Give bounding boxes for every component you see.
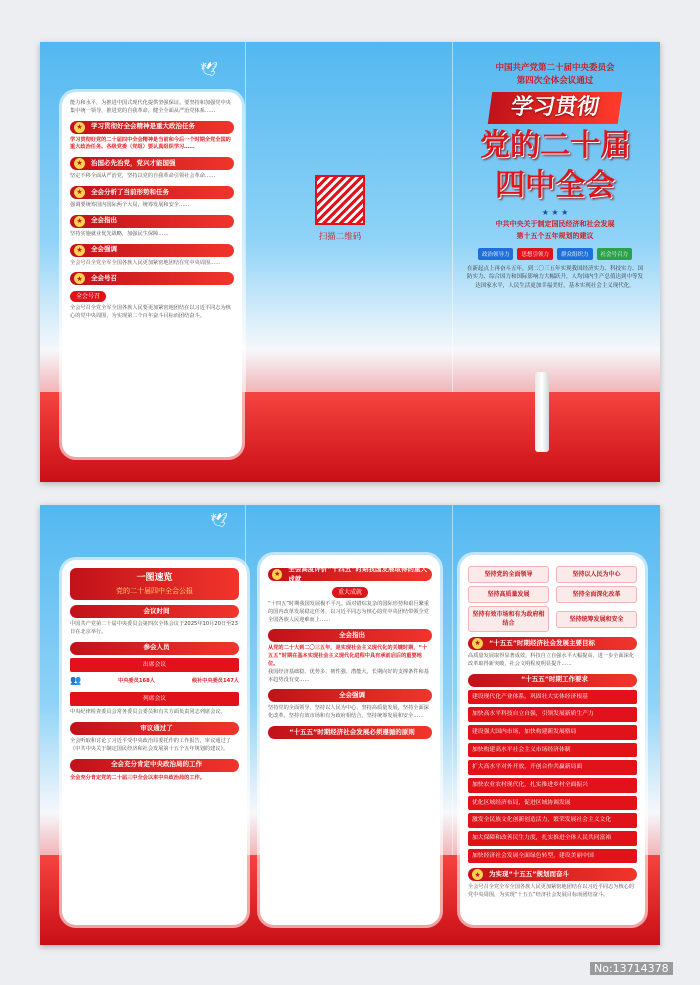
section-heading: ★ 学习贯彻好全会精神是重大政治任务: [70, 121, 234, 134]
attend-label: 出席会议: [70, 658, 239, 673]
call-label: 全会号召: [70, 291, 106, 302]
section-heading: ★ 全会强调: [70, 244, 234, 257]
section-text: 学习贯彻好党的二十届四中全会精神是当前和今后一个时期全党全国的重大政治任务。各级党委（党组）要认真组织学习……: [70, 136, 231, 151]
principle-box: 坚持高质量发展: [468, 586, 549, 603]
members-count: 中央委员168人: [118, 678, 155, 685]
star-emblem-icon: ★: [472, 869, 483, 880]
tag: 思想引领力: [517, 248, 553, 260]
observe-label: 列席会议: [70, 692, 239, 707]
requirement-item: 建设强大国内市场，加快构建新发展格局: [468, 725, 637, 740]
section-heading: “十五五”时期工作要求: [468, 674, 637, 687]
cover-doc-title: 中共中央关于制定国民经济和社会发展: [495, 219, 615, 228]
section-heading: 会议时间: [70, 605, 239, 618]
brochure-inside: [40, 505, 660, 945]
section-text: 强调要统筹国内国际两个大局，统筹发展和安全……: [70, 201, 190, 208]
qr-code-icon: [315, 175, 365, 225]
affirm-text: 全会充分肯定党的二十届三中全会以来中央政治局的工作。: [70, 774, 205, 781]
goal-text: 高质量发展取得显著成效，科技自立自强水平大幅提高，进一步全面深化改革取得新突破，社会文明程度明显提升……: [468, 653, 635, 667]
final-text: 全会号召全党全军全国各族人民更加紧密地团结在以习近平同志为核心的党中央周围，为实现“十五五”经济社会发展目标而团结奋斗。: [468, 884, 635, 899]
section-heading: ★ “十五五”时期经济社会发展主要目标: [468, 637, 637, 650]
dove-icon: 🕊: [210, 513, 228, 529]
principle-box: 坚持以人民为中心: [556, 566, 637, 583]
intro-text: 能力和水平，为推进中国式现代化提供坚强保证。要坚持和加强党中央集中统一领导，推进党的自我革命，健全全面从严治党体系……: [70, 100, 231, 114]
attendance-row: [70, 675, 239, 689]
principle-box: 坚持有效市场和有为政府相结合: [468, 606, 549, 632]
section-heading: ★ 全会分析了当前形势和任务: [70, 186, 234, 199]
requirement-item: 加快经济社会发展全面绿色转型，建设美丽中国: [468, 849, 637, 864]
requirement-item: 加快高水平科技自立自强，引领发展新质生产力: [468, 707, 637, 722]
tag-row: [460, 248, 650, 260]
star-emblem-icon: ★: [74, 187, 85, 198]
alternate-members-count: 候补中央委员147人: [191, 678, 239, 685]
requirement-item: 优化区域经济布局，促进区域协调发展: [468, 796, 637, 811]
requirement-item: 激发全民族文化创新创造活力，繁荣发展社会主义文化: [468, 813, 637, 828]
section-heading: ★ 全会指出: [70, 215, 234, 228]
section-text: 全会号召全党全军全国各族人民更加紧密地团结在党中央周围……: [70, 259, 221, 266]
summary-banner: [70, 568, 239, 600]
summary-subtitle: 党的二十届四中全会公报: [116, 586, 193, 595]
principle-box: 坚持党的全面领导: [468, 566, 549, 583]
cover-summary: 在新起点上再奋斗五年，到二〇三五年实现我国经济实力、科技实力、国防实力、综合国力和国际影响力大幅跃升，人均国内生产总值达到中等发达国家水平，人民生活更加幸福美好，基本实现社会主义现代化。: [466, 265, 643, 290]
section-text: 我国经济基础稳、优势多、韧性强、潜能大，长期向好的支撑条件和基本趋势没有变……: [268, 668, 429, 683]
star-emblem-icon: ★: [74, 122, 85, 133]
star-emblem-icon: ★: [74, 158, 85, 169]
cover-subtitle: 中国共产党第二十届中央委员会: [495, 63, 615, 73]
cover-headline: 党的二十届: [480, 127, 630, 163]
left-panel-card: [62, 92, 242, 457]
requirement-item: 建设现代化产业体系，巩固壮大实体经济根基: [468, 690, 637, 705]
review-text: 全会听取和讨论了习近平受中央政治局委托作的工作报告，审议通过了《中共中央关于制定国民经济和社会发展第十五个五年规划的建议》。: [70, 738, 231, 753]
section-heading: 全会指出: [268, 629, 432, 642]
people-icon: 👥: [70, 676, 82, 687]
achievement-card: [260, 555, 440, 925]
star-emblem-icon: ★: [272, 569, 282, 580]
requirement-item: 加快构建高水平社会主义市场经济体制: [468, 743, 637, 758]
cover-doc-title: 第十五个五年规划的建议: [516, 232, 594, 240]
section-heading: 参会人员: [70, 642, 239, 655]
section-heading: ★ 全会号召: [70, 272, 234, 285]
star-emblem-icon: ★: [74, 245, 85, 256]
sub-label: 重大成就: [332, 587, 368, 598]
cover-headline: 四中全会: [495, 167, 615, 203]
cover-headline: 学习贯彻: [488, 92, 622, 124]
section-heading: “十五五”时期经济社会发展必须遵循的原则: [268, 726, 432, 739]
tag: 群众组织力: [557, 248, 593, 260]
requirement-item: 扩大高水平对外开放，开创合作共赢新局面: [468, 760, 637, 775]
section-text: “十四五”时期我国发展极不平凡。面对错综复杂的国际形势和艰巨繁重的国内改革发展稳定任务，以习近平同志为核心的党中央团结带领全党全国各族人民迎难而上……: [268, 601, 430, 623]
principle-box: 坚持全面深化改革: [556, 586, 637, 603]
section-text: 坚定不移全面从严治党，坚持以党的自我革命引领社会革命……: [70, 173, 216, 180]
time-text: 中国共产党第二十届中央委员会第四次全体会议于2025年10月20日至23日在北京举行。: [70, 621, 238, 635]
star-emblem-icon: ★: [74, 273, 85, 284]
section-heading: ★ 治国必先治党，党兴才能国强: [70, 157, 234, 170]
section-text: 从党的二十大到二〇三五年，是实现社会主义现代化的关键时期，“十五五”时期在基本实现社会主义现代化进程中具有承前启后的重要地位。: [268, 645, 428, 667]
dove-icon: 🕊: [200, 62, 218, 78]
cover-title-block: [460, 62, 650, 291]
section-heading: ★ 全会高度评价“十四五”时期我国发展取得的重大成就: [268, 568, 432, 581]
brochure-outside: [40, 42, 660, 482]
stars-divider: ★ ★ ★: [541, 207, 569, 217]
requirement-item: 加快农业农村现代化，扎实推进乡村全面振兴: [468, 778, 637, 793]
section-text: 坚持实施就业优先战略，加强民生保障……: [70, 230, 169, 237]
summary-title: 一图速览: [136, 573, 173, 583]
observe-text: 中央纪律检查委员会常务委员会委员和有关方面负责同志列席会议。: [70, 709, 226, 716]
cover-subtitle: 第四次全体会议通过: [516, 75, 594, 86]
huabiao-pillar-icon: [535, 372, 549, 452]
summary-card: [62, 560, 247, 925]
section-heading: 审议通过了: [70, 722, 239, 735]
principle-box: 坚持统筹发展和安全: [556, 611, 637, 628]
goals-card: [460, 555, 645, 925]
requirement-item: 加大保障和改善民生力度，扎实推进全体人民共同富裕: [468, 831, 637, 846]
star-emblem-icon: ★: [472, 638, 483, 649]
watermark-id: No:13714378: [590, 962, 673, 975]
tag: 社会号召力: [597, 248, 633, 260]
call-text: 全会号召全党全军全国各族人民要更加紧密地团结在以习近平同志为核心的党中央周围，为实现第二个百年奋斗目标而团结奋斗。: [70, 305, 231, 320]
qr-label: 扫描二维码: [318, 232, 362, 242]
tag: 政治领导力: [478, 248, 514, 260]
section-text: 坚持党的全面领导，坚持以人民为中心，坚持高质量发展，坚持全面深化改革，坚持有效市场和有为政府相结合，坚持统筹发展和安全……: [268, 705, 429, 720]
section-heading: 全会充分肯定中央政治局的工作: [70, 759, 239, 772]
section-heading: 全会强调: [268, 689, 432, 702]
section-heading: ★ 为实现“十五五”规划而奋斗: [468, 868, 637, 881]
star-emblem-icon: ★: [74, 216, 85, 227]
